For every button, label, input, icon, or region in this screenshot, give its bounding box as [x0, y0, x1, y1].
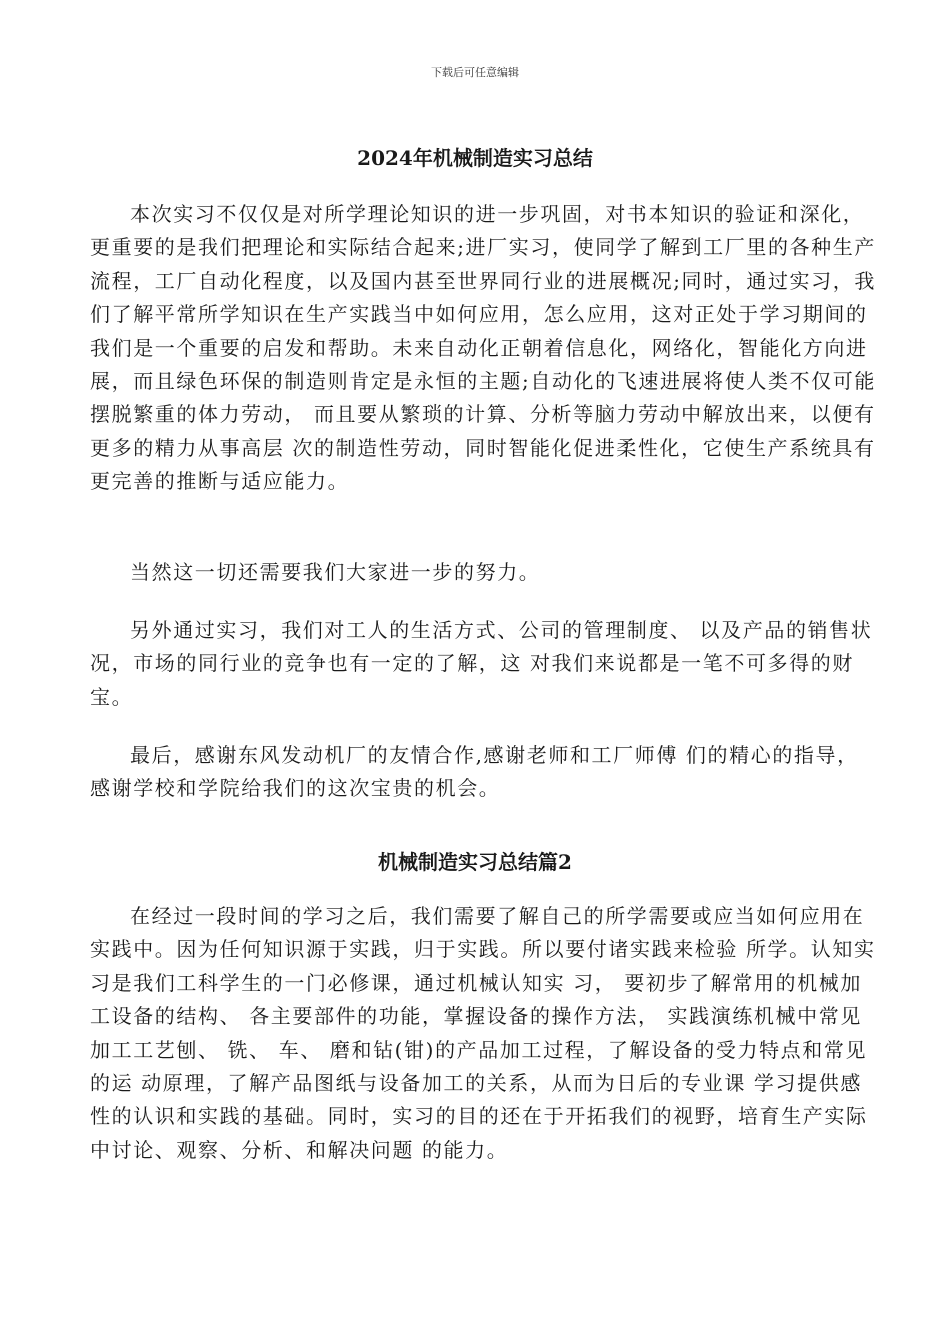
paragraph-intro: 本次实习不仅仅是对所学理论知识的进一步巩固，对书本知识的验证和深化，更重要的是我们把理论和实际结合起来;进厂实习，使同学了解到工厂里的各种生产流程，工厂自动化程度，以及国内甚至世界同行业的进展概况;同时，通过实习，我们了解平常所学知识在生产实践当中如何应用，怎么应用，这对正处于学习期间的我们是一个重要的启发和帮助。未来自动化正朝着信息化，网络化，智能化方向进展，而且绿色环保的制造则肯定是永恒的主题;自动化的飞速进展将使人类不仅可能摆脱繁重的体力劳动， 而且要从繁琐的计算、分析等脑力劳动中解放出来，以便有更多的精力从事高层 次的制造性劳动，同时智能化促进柔性化，它使生产系统具有更完善的推断与适应能力。 — [90, 202, 876, 494]
section-heading: 机械制造实习总结篇2 — [378, 850, 572, 874]
header-note: 下载后可任意编辑 — [431, 66, 519, 79]
paragraph-thanks: 最后，感谢东风发动机厂的友情合作,感谢老师和工厂师傅 们的精心的指导，感谢学校和学院给我们的这次宝贵的机会。 — [90, 743, 859, 801]
paragraph-section2: 在经过一段时间的学习之后，我们需要了解自己的所学需要或应当如何应用在实践中。因为任何知识源于实践，归于实践。所以要付诸实践来检验 所学。认知实习是我们工科学生的一门必修课，通过机械认知实 习， 要初步了解常用的机械加工设备的结构、 各主要部件的功能，掌握设备的操作方法， 实践演练机械中常见加工工艺刨、 铣、 车、 磨和钻(钳)的产品加工过程，了解设备的受力特点和常见的运 动原理，了解产品图纸与设备加工的关系，从而为日后的专业课 学习提供感性的认识和实践的基础。同时，实习的目的还在于开拓我们的视野，培育生产实际中讨论、观察、分析、和解决问题 的能力。 — [90, 904, 876, 1162]
paragraph-observations: 另外通过实习，我们对工人的生活方式、公司的管理制度、 以及产品的销售状况，市场的同行业的竞争也有一定的了解，这 对我们来说都是一笔不可多得的财宝。 — [90, 618, 873, 709]
paragraph-effort: 当然这一切还需要我们大家进一步的努力。 — [130, 560, 541, 584]
document-title: 2024年机械制造实习总结 — [357, 146, 593, 170]
